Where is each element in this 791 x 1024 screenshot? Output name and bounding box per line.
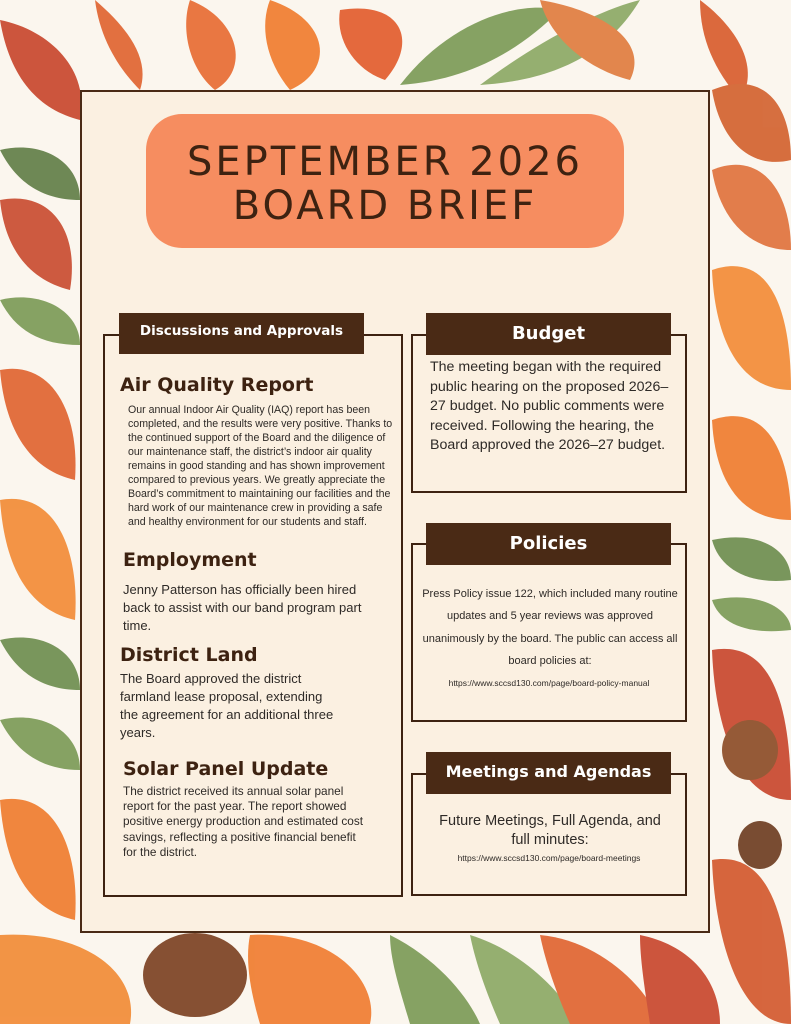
- leaf-decoration: [712, 537, 791, 581]
- leaf-decoration: [712, 266, 791, 390]
- leaf-decoration: [248, 935, 371, 1024]
- district-land-heading: District Land: [120, 644, 258, 666]
- leaf-decoration: [0, 20, 82, 120]
- air-quality-body: Our annual Indoor Air Quality (IAQ) report has been completed, and the results were very positive. Thanks to the continued support of the Board and the diligence of our maintenance staff, the district’s indoor air quality remains in good standing and has shown improvement compared to previous years. We greatly appreciate the Board’s commitment to maintaining our facilities and the hard work of our maintenance crew in providing a safe and healthy environment for our students and staff.: [128, 404, 393, 528]
- leaf-decoration: [0, 717, 80, 770]
- policies-tab: Policies: [426, 523, 671, 565]
- leaf-decoration: [0, 147, 80, 200]
- meetings-url: https://www.sccsd130.com/page/board-meetings: [457, 853, 641, 863]
- leaf-decoration: [390, 935, 480, 1024]
- budget-body: The meeting began with the required public hearing on the proposed 2026–27 budget. No public comments were received. Following the hearing, the Board approved the 2026–27 budget.: [430, 359, 669, 453]
- title-banner: [146, 114, 624, 248]
- leaf-decoration: [712, 859, 791, 1024]
- leaf-decoration: [712, 84, 791, 162]
- discussions-tab: Discussions and Approvals: [119, 313, 364, 354]
- acorn-decoration: [722, 720, 778, 780]
- meetings-tab: Meetings and Agendas: [426, 752, 671, 794]
- leaf-decoration: [640, 935, 720, 1024]
- leaf-decoration: [186, 0, 236, 90]
- leaf-decoration: [0, 369, 76, 480]
- employment-heading: Employment: [123, 549, 257, 571]
- leaf-decoration: [0, 935, 131, 1024]
- leaf-decoration: [0, 637, 80, 690]
- leaf-decoration: [339, 8, 402, 80]
- policies-url: https://www.sccsd130.com/page/board-policy-manual: [448, 678, 650, 688]
- leaf-decoration: [0, 499, 76, 620]
- leaf-decoration: [712, 597, 791, 631]
- title-line-2: BOARD BRIEF: [232, 183, 538, 229]
- leaf-decoration: [712, 165, 791, 250]
- acorn-decoration: [143, 933, 247, 1017]
- title-line-1: SEPTEMBER 2026: [186, 139, 584, 185]
- solar-body: The district received its annual solar panel report for the past year. The report showed positive energy production and estimated cost savings, reflecting a positive financial benefit for the district.: [123, 784, 364, 859]
- leaf-decoration: [0, 198, 72, 290]
- air-quality-heading: Air Quality Report: [120, 374, 314, 396]
- budget-tab: Budget: [426, 313, 671, 355]
- leaf-decoration: [0, 799, 76, 920]
- acorn-decoration: [738, 821, 782, 869]
- leaf-decoration: [95, 0, 143, 90]
- leaf-decoration: [0, 297, 80, 345]
- district-land-body: The Board approved the district farmland lease proposal, extending the agreement for an additional three years.: [120, 671, 334, 740]
- policies-body: Press Policy issue 122, which included many routine updates and 5 year reviews was approved unanimously by the board. The public can access all board policies at:: [422, 588, 678, 667]
- solar-heading: Solar Panel Update: [123, 758, 329, 780]
- leaf-decoration: [265, 0, 320, 90]
- meetings-body: Future Meetings, Full Agenda, and full minutes:: [439, 813, 661, 848]
- employment-body: Jenny Patterson has officially been hired back to assist with our band program part time.: [123, 582, 362, 633]
- leaf-decoration: [712, 416, 791, 520]
